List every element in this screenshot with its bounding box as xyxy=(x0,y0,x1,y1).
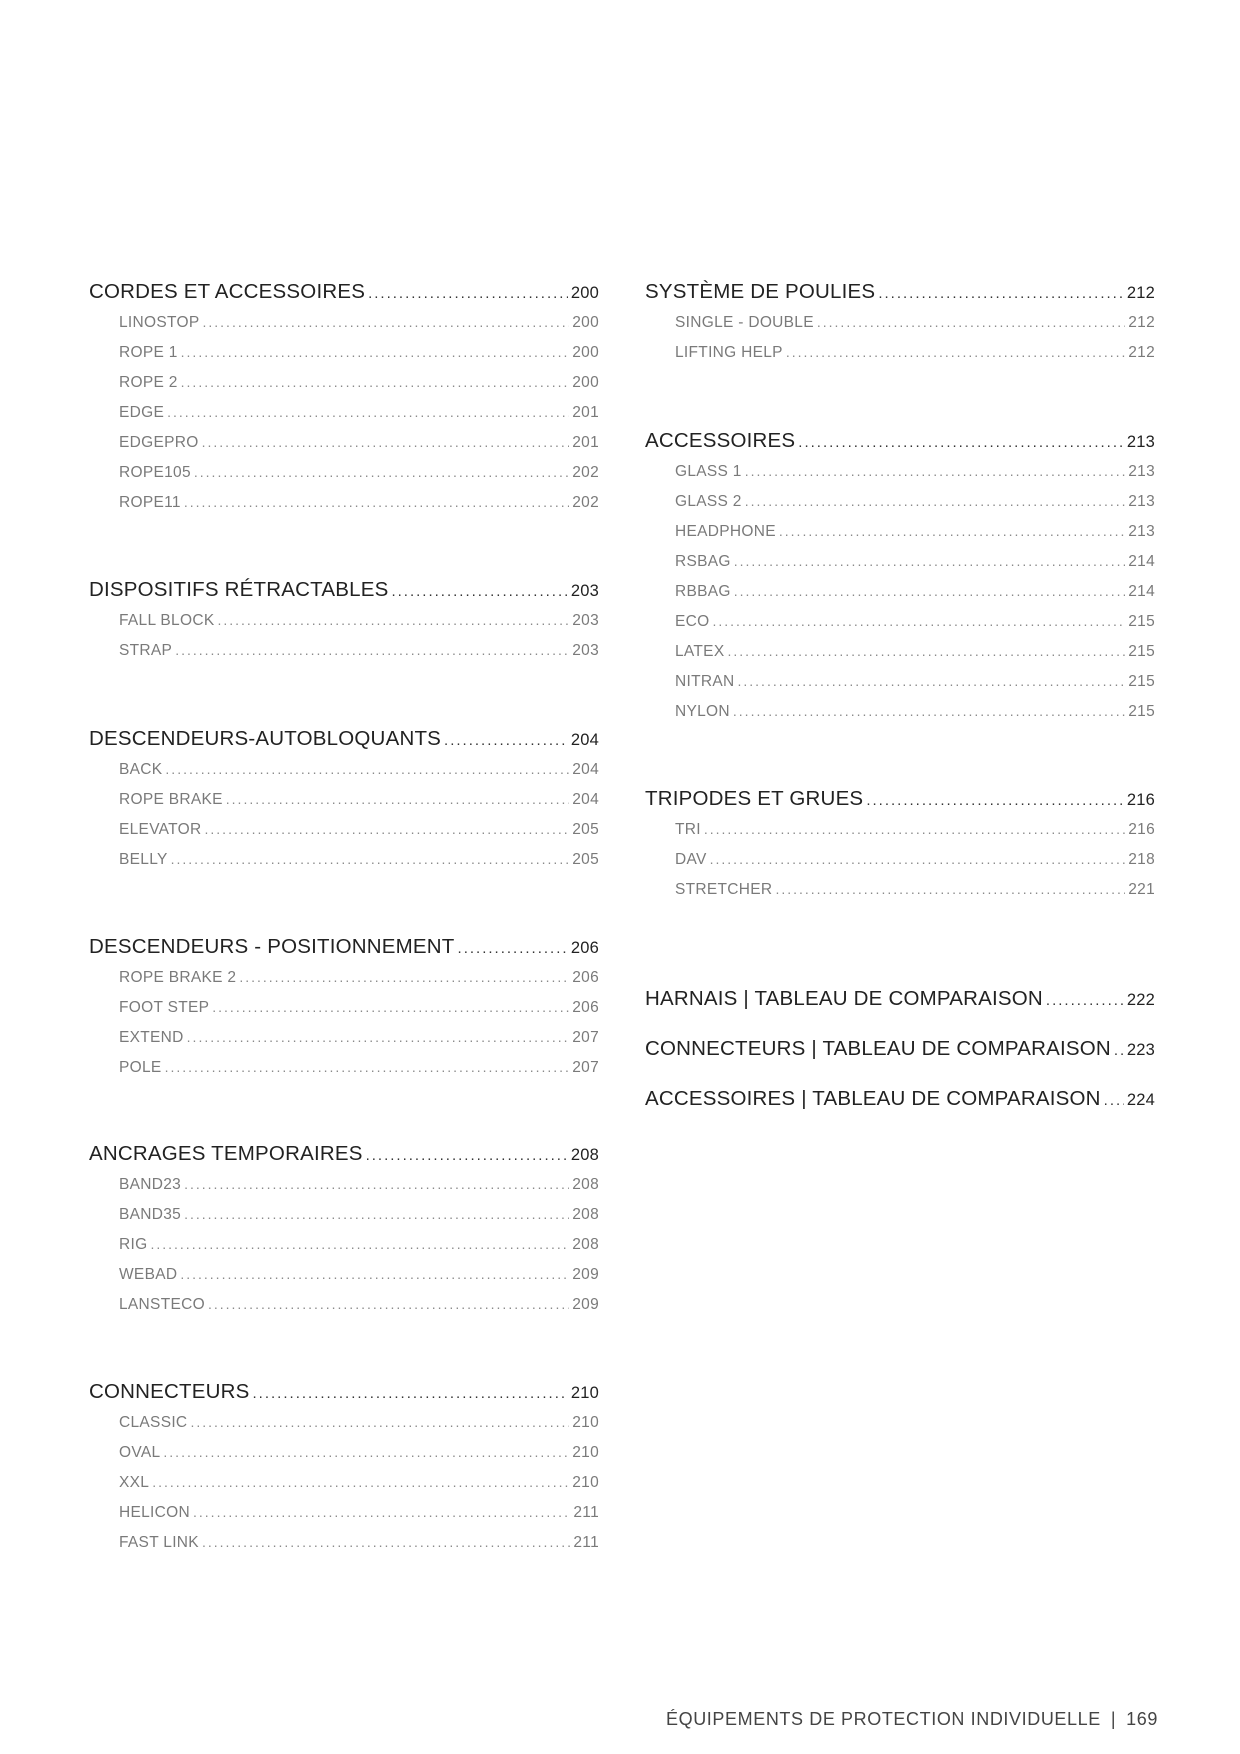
leader-dots xyxy=(1114,1042,1124,1059)
toc-item-label: LINOSTOP xyxy=(119,314,200,331)
toc-item[interactable] xyxy=(119,344,599,374)
toc-heading-page: 224 xyxy=(1126,1091,1155,1109)
toc-item-label: TRI xyxy=(675,821,701,838)
toc-item-page: 215 xyxy=(1128,643,1155,660)
leader-dots xyxy=(181,374,570,390)
toc-item-page: 208 xyxy=(572,1206,599,1223)
toc-section xyxy=(89,727,599,881)
toc-heading[interactable] xyxy=(645,787,1155,821)
toc-item-label: STRETCHER xyxy=(675,881,773,898)
toc-item-page: 205 xyxy=(572,821,599,838)
toc-item-page: 208 xyxy=(572,1236,599,1253)
leader-dots xyxy=(734,553,1125,569)
leader-dots xyxy=(208,1296,569,1312)
toc-heading-label: CONNECTEURS xyxy=(89,1380,250,1403)
toc-heading-label: ACCESSOIRES | TABLEAU DE COMPARAISON xyxy=(645,1087,1101,1110)
toc-item-label: RSBAG xyxy=(675,553,731,570)
toc-item[interactable] xyxy=(119,1176,599,1206)
toc-item-page: 211 xyxy=(573,1504,599,1521)
toc-heading[interactable] xyxy=(645,429,1155,463)
toc-item-label: ECO xyxy=(675,613,710,630)
toc-comparison-entry[interactable] xyxy=(645,987,1155,1021)
toc-item[interactable] xyxy=(119,494,599,524)
page-footer xyxy=(666,1709,1158,1730)
leader-dots xyxy=(733,703,1125,719)
toc-section xyxy=(89,1142,599,1326)
toc-item-page: 201 xyxy=(572,434,599,451)
leader-dots xyxy=(798,434,1124,451)
leader-dots xyxy=(745,463,1126,479)
toc-item-page: 204 xyxy=(572,761,599,778)
toc-item-page: 214 xyxy=(1128,583,1155,600)
toc-item-label: LANSTECO xyxy=(119,1296,205,1313)
toc-item[interactable] xyxy=(675,881,1155,911)
leader-dots xyxy=(1046,992,1124,1009)
toc-item[interactable] xyxy=(119,1534,599,1564)
leader-dots xyxy=(366,1147,568,1164)
toc-item-label: FALL BLOCK xyxy=(119,612,215,629)
toc-item-page: 207 xyxy=(572,1029,599,1046)
leader-dots xyxy=(458,940,568,957)
toc-item[interactable] xyxy=(119,821,599,851)
leader-dots xyxy=(779,523,1125,539)
toc-item-page: 221 xyxy=(1128,881,1155,898)
toc-item-label: POLE xyxy=(119,1059,162,1076)
toc-item[interactable] xyxy=(119,464,599,494)
toc-section xyxy=(89,1380,599,1564)
toc-item-page: 213 xyxy=(1128,463,1155,480)
toc-item[interactable] xyxy=(675,314,1155,344)
toc-item-label: RIG xyxy=(119,1236,148,1253)
toc-item-page: 215 xyxy=(1128,703,1155,720)
leader-dots xyxy=(184,1176,569,1192)
toc-heading-page: 206 xyxy=(570,939,599,957)
toc-item-label: ROPE BRAKE xyxy=(119,791,223,808)
toc-section xyxy=(645,280,1155,374)
toc-item-label: WEBAD xyxy=(119,1266,178,1283)
toc-heading-page: 203 xyxy=(570,582,599,600)
toc-item[interactable] xyxy=(119,1029,599,1059)
leader-dots xyxy=(194,464,569,480)
toc-item[interactable] xyxy=(675,851,1155,881)
leader-dots xyxy=(734,583,1125,599)
toc-item-label: RBBAG xyxy=(675,583,731,600)
leader-dots xyxy=(163,1444,569,1460)
leader-dots xyxy=(152,1474,569,1490)
leader-dots xyxy=(704,821,1125,837)
toc-item-label: ROPE BRAKE 2 xyxy=(119,969,237,986)
toc-item-label: HEADPHONE xyxy=(675,523,776,540)
toc-heading-label: ANCRAGES TEMPORAIRES xyxy=(89,1142,363,1165)
toc-item-page: 214 xyxy=(1128,553,1155,570)
toc-item-label: EXTEND xyxy=(119,1029,184,1046)
toc-item-label: NYLON xyxy=(675,703,730,720)
toc-section xyxy=(645,429,1155,733)
toc-heading-page: 223 xyxy=(1126,1041,1155,1059)
leader-dots xyxy=(239,969,569,985)
leader-dots xyxy=(193,1504,570,1520)
leader-dots xyxy=(212,999,569,1015)
toc-heading-page: 200 xyxy=(570,284,599,302)
toc-item-page: 205 xyxy=(572,851,599,868)
toc-item-page: 203 xyxy=(572,642,599,659)
toc-item[interactable] xyxy=(119,1059,599,1089)
toc-item-page: 202 xyxy=(572,494,599,511)
toc-item-page: 210 xyxy=(572,1444,599,1461)
toc-item[interactable] xyxy=(119,1206,599,1236)
leader-dots xyxy=(165,1059,570,1075)
toc-heading-label: DESCENDEURS-AUTOBLOQUANTS xyxy=(89,727,442,750)
toc-item[interactable] xyxy=(119,1444,599,1474)
leader-dots xyxy=(391,583,567,600)
toc-item-label: NITRAN xyxy=(675,673,735,690)
toc-item[interactable] xyxy=(675,643,1155,673)
toc-item-label: XXL xyxy=(119,1474,150,1491)
toc-item-label: ELEVATOR xyxy=(119,821,202,838)
toc-item-label: EDGE xyxy=(119,404,165,421)
toc-item[interactable] xyxy=(675,821,1155,851)
toc-item[interactable] xyxy=(675,703,1155,733)
leader-dots xyxy=(184,494,569,510)
toc-item[interactable] xyxy=(119,999,599,1029)
toc-item[interactable] xyxy=(119,1414,599,1444)
leader-dots xyxy=(878,285,1124,302)
toc-heading[interactable] xyxy=(89,1142,599,1176)
toc-item[interactable] xyxy=(119,612,599,642)
toc-item-page: 206 xyxy=(572,969,599,986)
toc-item-page: 211 xyxy=(573,1534,599,1551)
leader-dots xyxy=(187,1029,570,1045)
toc-heading-label: SYSTÈME DE POULIES xyxy=(645,280,876,303)
toc-item[interactable] xyxy=(675,523,1155,553)
toc-item-page: 207 xyxy=(572,1059,599,1076)
toc-item-label: ROPE105 xyxy=(119,464,191,481)
toc-heading-page: 208 xyxy=(570,1146,599,1164)
toc-heading-page: 216 xyxy=(1126,791,1155,809)
leader-dots xyxy=(190,1414,569,1430)
toc-item[interactable] xyxy=(119,1296,599,1326)
toc-item-label: LIFTING HELP xyxy=(675,344,783,361)
toc-item-page: 200 xyxy=(572,314,599,331)
leader-dots xyxy=(205,821,570,837)
leader-dots xyxy=(368,285,568,302)
toc-item[interactable] xyxy=(675,583,1155,613)
toc-item[interactable] xyxy=(119,791,599,821)
toc-item-label: SINGLE - DOUBLE xyxy=(675,314,814,331)
toc-item[interactable] xyxy=(119,969,599,999)
toc-item-page: 203 xyxy=(572,612,599,629)
toc-item-label: DAV xyxy=(675,851,707,868)
leader-dots xyxy=(738,673,1126,689)
leader-dots xyxy=(184,1206,569,1222)
leader-dots xyxy=(253,1385,568,1402)
leader-dots xyxy=(745,493,1126,509)
leader-dots xyxy=(1104,1092,1124,1109)
toc-item-page: 212 xyxy=(1128,344,1155,361)
toc-item-page: 200 xyxy=(572,344,599,361)
leader-dots xyxy=(171,851,570,867)
toc-section xyxy=(89,578,599,672)
toc-item[interactable] xyxy=(675,493,1155,523)
toc-item[interactable] xyxy=(675,344,1155,374)
toc-comparison-entry[interactable] xyxy=(645,1087,1155,1121)
toc-item[interactable] xyxy=(119,851,599,881)
leader-dots xyxy=(713,613,1126,629)
leader-dots xyxy=(202,434,570,450)
toc-item-page: 218 xyxy=(1128,851,1155,868)
footer-separator: | xyxy=(1110,1709,1117,1729)
toc-item[interactable] xyxy=(119,1236,599,1266)
toc-item-page: 209 xyxy=(572,1266,599,1283)
toc-heading-page: 210 xyxy=(570,1384,599,1402)
toc-item-label: LATEX xyxy=(675,643,725,660)
toc-item[interactable] xyxy=(675,463,1155,493)
page-number: 169 xyxy=(1126,1709,1158,1729)
leader-dots xyxy=(175,642,569,658)
toc-item-page: 213 xyxy=(1128,493,1155,510)
toc-item-label: STRAP xyxy=(119,642,173,659)
leader-dots xyxy=(444,732,568,749)
toc-item-page: 210 xyxy=(572,1474,599,1491)
toc-item-label: ROPE 2 xyxy=(119,374,178,391)
toc-item-label: ROPE 1 xyxy=(119,344,178,361)
toc-heading-label: TRIPODES ET GRUES xyxy=(645,787,864,810)
toc-section xyxy=(645,787,1155,911)
toc-heading[interactable] xyxy=(645,280,1155,314)
toc-item-page: 204 xyxy=(572,791,599,808)
toc-item-label: BAND23 xyxy=(119,1176,182,1193)
leader-dots xyxy=(181,344,570,360)
leader-dots xyxy=(727,643,1125,659)
toc-heading[interactable] xyxy=(89,727,599,761)
toc-item-label: HELICON xyxy=(119,1504,191,1521)
toc-heading-page: 212 xyxy=(1126,284,1155,302)
toc-item[interactable] xyxy=(119,761,599,791)
leader-dots xyxy=(786,344,1125,360)
toc-item-page: 202 xyxy=(572,464,599,481)
leader-dots xyxy=(202,1534,570,1550)
toc-section xyxy=(89,280,599,524)
toc-item-label: ROPE11 xyxy=(119,494,181,511)
toc-heading-label: DESCENDEURS - POSITIONNEMENT xyxy=(89,935,455,958)
toc-comparison-entry[interactable] xyxy=(645,1037,1155,1071)
toc-item[interactable] xyxy=(119,314,599,344)
toc-item-page: 215 xyxy=(1128,673,1155,690)
toc-item-page: 212 xyxy=(1128,314,1155,331)
toc-heading-label: DISPOSITIFS RÉTRACTABLES xyxy=(89,578,389,601)
leader-dots xyxy=(165,761,569,777)
toc-item[interactable] xyxy=(119,374,599,404)
toc-item-page: 215 xyxy=(1128,613,1155,630)
toc-heading-label: CONNECTEURS | TABLEAU DE COMPARAISON xyxy=(645,1037,1111,1060)
toc-heading[interactable] xyxy=(89,1380,599,1414)
leader-dots xyxy=(203,314,570,330)
toc-item[interactable] xyxy=(675,673,1155,703)
toc-item[interactable] xyxy=(675,553,1155,583)
toc-item-page: 210 xyxy=(572,1414,599,1431)
toc-item-label: BELLY xyxy=(119,851,168,868)
toc-item-label: CLASSIC xyxy=(119,1414,188,1431)
toc-item[interactable] xyxy=(119,642,599,672)
toc-heading-label: HARNAIS | TABLEAU DE COMPARAISON xyxy=(645,987,1043,1010)
toc-item-page: 213 xyxy=(1128,523,1155,540)
footer-title: ÉQUIPEMENTS DE PROTECTION INDIVIDUELLE xyxy=(666,1709,1101,1729)
leader-dots xyxy=(226,791,569,807)
toc-heading[interactable] xyxy=(89,578,599,612)
toc-heading-page: 222 xyxy=(1126,991,1155,1009)
toc-item-page: 200 xyxy=(572,374,599,391)
toc-item-label: GLASS 1 xyxy=(675,463,742,480)
toc-heading[interactable] xyxy=(89,935,599,969)
toc-item-page: 216 xyxy=(1128,821,1155,838)
leader-dots xyxy=(150,1236,569,1252)
toc-heading-page: 213 xyxy=(1126,433,1155,451)
toc-heading-label: ACCESSOIRES xyxy=(645,429,796,452)
leader-dots xyxy=(217,612,569,628)
leader-dots xyxy=(180,1266,569,1282)
toc-item-page: 208 xyxy=(572,1176,599,1193)
leader-dots xyxy=(167,404,569,420)
toc-item-label: EDGEPRO xyxy=(119,434,199,451)
toc-item-label: FOOT STEP xyxy=(119,999,210,1016)
toc-item-label: BAND35 xyxy=(119,1206,182,1223)
leader-dots xyxy=(710,851,1126,867)
toc-item-label: BACK xyxy=(119,761,163,778)
toc-item-page: 201 xyxy=(572,404,599,421)
toc-heading-page: 204 xyxy=(570,731,599,749)
toc-item[interactable] xyxy=(119,1504,599,1534)
toc-item-label: OVAL xyxy=(119,1444,161,1461)
toc-item-label: FAST LINK xyxy=(119,1534,199,1551)
toc-item-page: 209 xyxy=(572,1296,599,1313)
toc-item[interactable] xyxy=(119,1266,599,1296)
leader-dots xyxy=(817,314,1125,330)
toc-item[interactable] xyxy=(675,613,1155,643)
toc-item-page: 206 xyxy=(572,999,599,1016)
toc-section xyxy=(89,935,599,1089)
toc-item[interactable] xyxy=(119,434,599,464)
toc-item[interactable] xyxy=(119,1474,599,1504)
leader-dots xyxy=(775,881,1125,897)
toc-item-label: GLASS 2 xyxy=(675,493,742,510)
leader-dots xyxy=(866,792,1124,809)
toc-heading-label: CORDES ET ACCESSOIRES xyxy=(89,280,366,303)
toc-item[interactable] xyxy=(119,404,599,434)
toc-heading[interactable] xyxy=(89,280,599,314)
